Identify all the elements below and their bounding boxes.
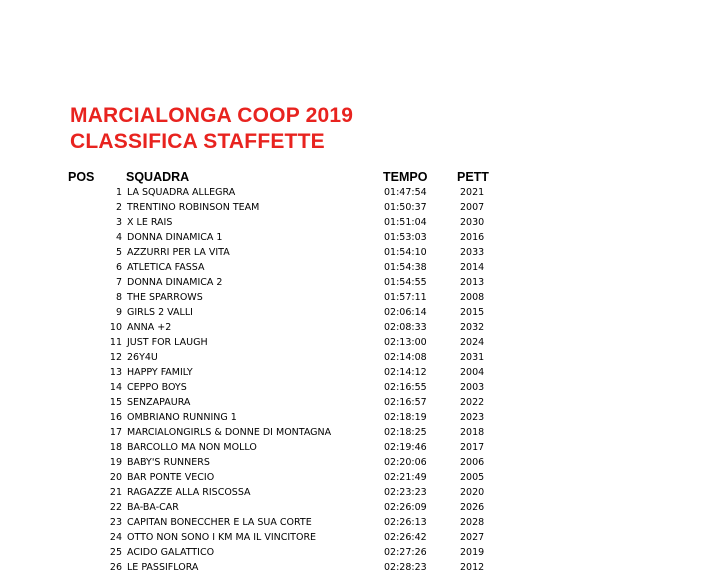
time-cell: 02:18:19: [384, 412, 427, 423]
bib-number-cell: 2022: [460, 397, 485, 408]
bib-number-cell: 2033: [460, 247, 485, 258]
table-row: [0, 350, 724, 365]
bib-number-cell: 2030: [460, 217, 485, 228]
position-cell: 6: [115, 262, 122, 273]
bib-number-cell: 2028: [460, 517, 485, 528]
bib-number-cell: 2026: [460, 502, 485, 513]
time-cell: 02:08:33: [384, 322, 427, 333]
table-row: [0, 275, 724, 290]
team-name-cell: BABY'S RUNNERS: [127, 457, 210, 468]
team-name-cell: MARCIALONGIRLS & DONNE DI MONTAGNA: [127, 427, 332, 438]
position-cell: 20: [109, 472, 122, 483]
team-name-cell: JUST FOR LAUGH: [127, 337, 208, 348]
table-row: [0, 425, 724, 440]
table-row: [0, 215, 724, 230]
time-cell: 02:26:09: [384, 502, 427, 513]
time-cell: 02:21:49: [384, 472, 427, 483]
position-cell: 15: [109, 397, 122, 408]
time-cell: 02:19:46: [384, 442, 427, 453]
team-name-cell: DONNA DINAMICA 1: [127, 232, 223, 243]
position-cell: 25: [109, 547, 122, 558]
time-cell: 02:23:23: [384, 487, 427, 498]
table-row: [0, 365, 724, 380]
time-cell: 02:28:23: [384, 562, 427, 573]
team-name-cell: GIRLS 2 VALLI: [127, 307, 193, 318]
team-name-cell: ATLETICA FASSA: [127, 262, 205, 273]
position-cell: 9: [115, 307, 122, 318]
time-cell: 01:51:04: [384, 217, 427, 228]
bib-number-cell: 2004: [460, 367, 485, 378]
table-row: [0, 500, 724, 515]
column-header-squadra: SQUADRA: [126, 170, 190, 184]
time-cell: 02:27:26: [384, 547, 427, 558]
time-cell: 02:26:13: [384, 517, 427, 528]
bib-number-cell: 2020: [460, 487, 485, 498]
bib-number-cell: 2021: [460, 187, 485, 198]
bib-number-cell: 2012: [460, 562, 485, 573]
time-cell: 02:13:00: [384, 337, 427, 348]
bib-number-cell: 2014: [460, 262, 485, 273]
position-cell: 17: [109, 427, 122, 438]
bib-number-cell: 2005: [460, 472, 485, 483]
time-cell: 01:54:55: [384, 277, 427, 288]
position-cell: 1: [115, 187, 122, 198]
time-cell: 02:26:42: [384, 532, 427, 543]
team-name-cell: AZZURRI PER LA VITA: [127, 247, 230, 258]
team-name-cell: OTTO NON SONO I KM MA IL VINCITORE: [127, 532, 317, 543]
time-cell: 02:14:12: [384, 367, 427, 378]
team-name-cell: LE PASSIFLORA: [127, 562, 199, 573]
table-row: [0, 545, 724, 560]
bib-number-cell: 2031: [460, 352, 485, 363]
document-subtitle: CLASSIFICA STAFFETTE: [70, 130, 325, 153]
position-cell: 26: [109, 562, 122, 573]
bib-number-cell: 2015: [460, 307, 485, 318]
team-name-cell: TRENTINO ROBINSON TEAM: [127, 202, 260, 213]
position-cell: 11: [109, 337, 122, 348]
table-row: [0, 290, 724, 305]
bib-number-cell: 2017: [460, 442, 485, 453]
position-cell: 4: [115, 232, 122, 243]
team-name-cell: X LE RAIS: [127, 217, 173, 228]
table-row: [0, 395, 724, 410]
table-row: [0, 245, 724, 260]
time-cell: 02:16:57: [384, 397, 427, 408]
position-cell: 5: [115, 247, 122, 258]
table-row: [0, 515, 724, 530]
table-row: [0, 230, 724, 245]
position-cell: 18: [109, 442, 122, 453]
time-cell: 01:54:10: [384, 247, 427, 258]
bib-number-cell: 2027: [460, 532, 485, 543]
table-row: [0, 440, 724, 455]
table-row: [0, 260, 724, 275]
table-row: [0, 470, 724, 485]
position-cell: 14: [109, 382, 122, 393]
position-cell: 23: [109, 517, 122, 528]
team-name-cell: RAGAZZE ALLA RISCOSSA: [127, 487, 251, 498]
position-cell: 21: [109, 487, 122, 498]
table-row: [0, 410, 724, 425]
time-cell: 02:14:08: [384, 352, 427, 363]
position-cell: 10: [109, 322, 122, 333]
bib-number-cell: 2016: [460, 232, 485, 243]
team-name-cell: SENZAPAURA: [127, 397, 191, 408]
position-cell: 3: [115, 217, 122, 228]
time-cell: 02:06:14: [384, 307, 427, 318]
time-cell: 02:20:06: [384, 457, 427, 468]
bib-number-cell: 2008: [460, 292, 485, 303]
team-name-cell: ANNA +2: [127, 322, 172, 333]
position-cell: 2: [115, 202, 122, 213]
bib-number-cell: 2019: [460, 547, 485, 558]
team-name-cell: THE SPARROWS: [127, 292, 203, 303]
bib-number-cell: 2018: [460, 427, 485, 438]
table-row: [0, 185, 724, 200]
column-header-pos: POS: [68, 170, 95, 184]
table-row: [0, 305, 724, 320]
team-name-cell: BARCOLLO MA NON MOLLO: [127, 442, 257, 453]
table-row: [0, 455, 724, 470]
team-name-cell: HAPPY FAMILY: [127, 367, 193, 378]
team-name-cell: OMBRIANO RUNNING 1: [127, 412, 237, 423]
position-cell: 22: [109, 502, 122, 513]
time-cell: 01:57:11: [384, 292, 427, 303]
table-row: [0, 200, 724, 215]
document-title: MARCIALONGA COOP 2019: [70, 104, 354, 127]
table-row: [0, 485, 724, 500]
table-row: [0, 380, 724, 395]
position-cell: 16: [109, 412, 122, 423]
table-row: [0, 560, 724, 575]
team-name-cell: DONNA DINAMICA 2: [127, 277, 223, 288]
team-name-cell: BA-BA-CAR: [127, 502, 179, 513]
position-cell: 7: [115, 277, 122, 288]
team-name-cell: CEPPO BOYS: [127, 382, 187, 393]
time-cell: 01:54:38: [384, 262, 427, 273]
team-name-cell: BAR PONTE VECIO: [127, 472, 215, 483]
team-name-cell: CAPITAN BONECCHER E LA SUA CORTE: [127, 517, 312, 528]
bib-number-cell: 2006: [460, 457, 485, 468]
time-cell: 01:53:03: [384, 232, 427, 243]
bib-number-cell: 2003: [460, 382, 485, 393]
team-name-cell: 26Y4U: [127, 352, 158, 363]
position-cell: 19: [109, 457, 122, 468]
results-table: [0, 185, 724, 575]
table-row: [0, 320, 724, 335]
position-cell: 12: [109, 352, 122, 363]
table-row: [0, 530, 724, 545]
table-row: [0, 335, 724, 350]
column-header-pett: PETT: [457, 170, 489, 184]
bib-number-cell: 2013: [460, 277, 485, 288]
time-cell: 02:16:55: [384, 382, 427, 393]
time-cell: 01:47:54: [384, 187, 427, 198]
bib-number-cell: 2024: [460, 337, 485, 348]
team-name-cell: LA SQUADRA ALLEGRA: [127, 187, 236, 198]
position-cell: 13: [109, 367, 122, 378]
bib-number-cell: 2032: [460, 322, 485, 333]
team-name-cell: ACIDO GALATTICO: [127, 547, 215, 558]
position-cell: 24: [109, 532, 122, 543]
column-header-tempo: TEMPO: [383, 170, 428, 184]
bib-number-cell: 2007: [460, 202, 485, 213]
position-cell: 8: [115, 292, 122, 303]
bib-number-cell: 2023: [460, 412, 485, 423]
time-cell: 02:18:25: [384, 427, 427, 438]
time-cell: 01:50:37: [384, 202, 427, 213]
